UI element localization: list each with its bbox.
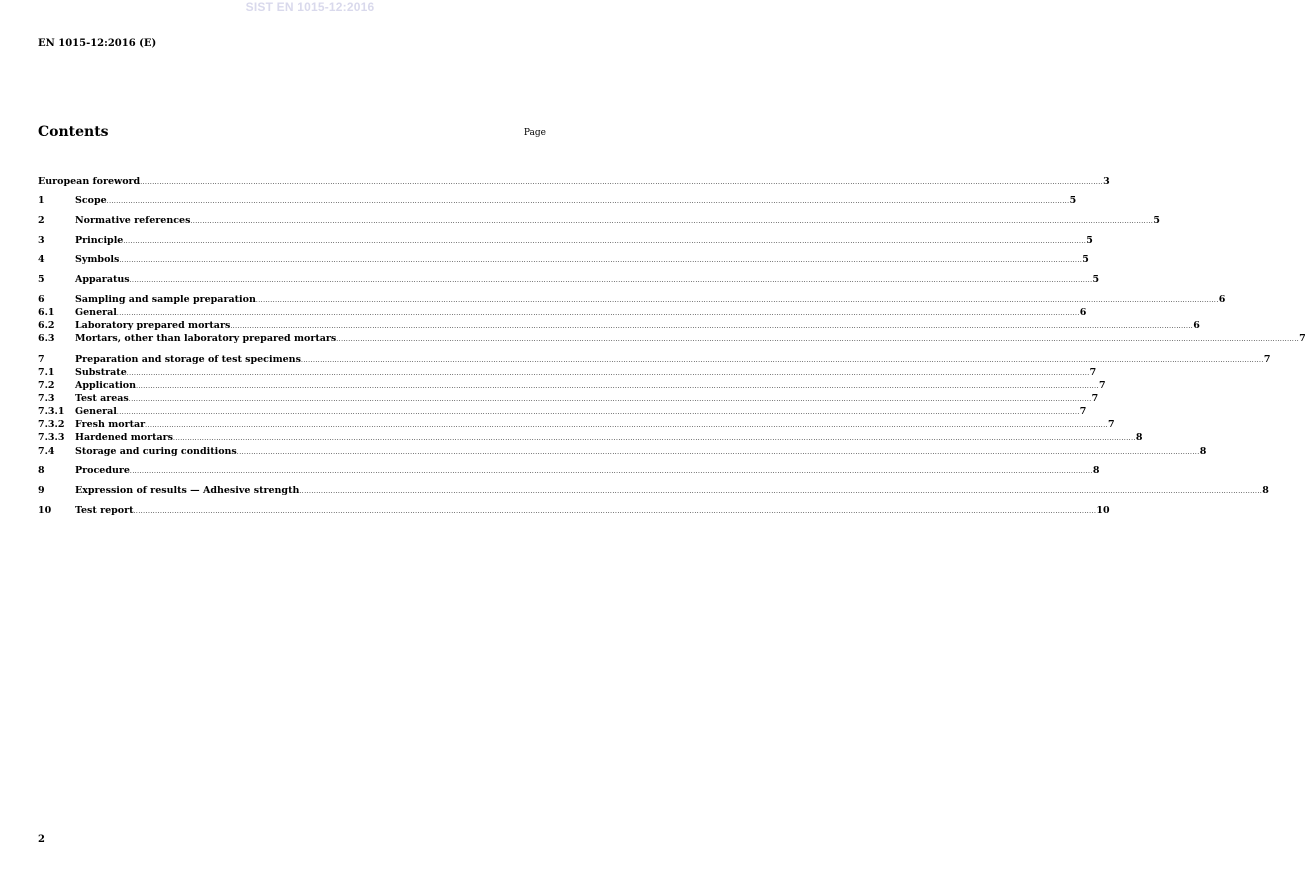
- toc-entry-number: 7.2: [38, 380, 55, 391]
- toc-leader-dots: ................................................................................................................................................................................................................................................................................................................................................................................................................: [145, 422, 1109, 429]
- toc-leader-dots: ................................................................................................................................................................................................................................................................................................................................................................................................................: [116, 409, 1080, 416]
- toc-leader-dots: ................................................................................................................................................................................................................................................................................................................................................................................................................: [230, 323, 1194, 330]
- toc-entry-number: 7.3.2: [38, 419, 65, 430]
- toc-entry-title: General: [75, 406, 117, 417]
- toc-leader-dots: ................................................................................................................................................................................................................................................................................................................................................................................................................: [336, 336, 1300, 343]
- toc-entry-number: 6.2: [38, 320, 55, 331]
- toc-entry-number: 6.3: [38, 333, 55, 344]
- toc-entry-page: 5: [1069, 195, 1077, 206]
- toc-entry-number: 6: [38, 294, 45, 305]
- toc-entry-number: 5: [38, 274, 45, 285]
- toc-entry-number: 8: [38, 465, 45, 476]
- toc-leader-dots: ................................................................................................................................................................................................................................................................................................................................................................................................................: [190, 218, 1154, 225]
- toc-leader-dots: ................................................................................................................................................................................................................................................................................................................................................................................................................: [123, 238, 1087, 245]
- toc-entry-page: 7: [1299, 333, 1306, 344]
- toc-entry[interactable]: [38, 380, 1106, 392]
- toc-entry-number: 7.3.1: [38, 406, 65, 417]
- toc-entry-number: 1: [38, 195, 45, 206]
- toc-entry-title: Hardened mortars: [75, 432, 174, 443]
- toc-leader-dots: ................................................................................................................................................................................................................................................................................................................................................................................................................: [128, 396, 1092, 403]
- toc-entry-page: 5: [1153, 215, 1160, 226]
- toc-entry[interactable]: [38, 393, 1099, 405]
- toc-entry-title: Scope: [75, 195, 107, 206]
- toc-entry-number: 3: [38, 235, 45, 246]
- toc-entry-page: 7: [1263, 354, 1271, 365]
- toc-entry-page: 7: [1091, 393, 1099, 404]
- toc-leader-dots: ................................................................................................................................................................................................................................................................................................................................................................................................................: [116, 310, 1080, 317]
- toc-entry-title: Test report: [75, 505, 134, 516]
- toc-leader-dots: ................................................................................................................................................................................................................................................................................................................................................................................................................: [300, 357, 1264, 364]
- toc-entry-number: 7.3: [38, 393, 55, 404]
- toc-entry[interactable]: [38, 254, 1089, 266]
- toc-leader-dots: ................................................................................................................................................................................................................................................................................................................................................................................................................: [106, 198, 1070, 205]
- toc-entry-title: Principle: [75, 235, 124, 246]
- toc-entry[interactable]: [38, 195, 1077, 207]
- toc-leader-dots: ................................................................................................................................................................................................................................................................................................................................................................................................................: [236, 449, 1200, 456]
- toc-entry-number: 4: [38, 254, 45, 265]
- toc-entry-page: 6: [1193, 320, 1200, 331]
- toc-entry-page: 6: [1218, 294, 1226, 305]
- toc-entry-number: 7.1: [38, 367, 55, 378]
- toc-entry-page: 10: [1096, 505, 1110, 516]
- toc-entry[interactable]: [38, 367, 1097, 379]
- toc-leader-dots: ................................................................................................................................................................................................................................................................................................................................................................................................................: [255, 297, 1219, 304]
- toc-leader-dots: ................................................................................................................................................................................................................................................................................................................................................................................................................: [299, 488, 1263, 495]
- toc-entry-title: Mortars, other than laboratory prepared mortars: [75, 333, 337, 344]
- toc-entry[interactable]: [38, 176, 1110, 188]
- toc-entry[interactable]: [38, 354, 1271, 366]
- toc-entry-page: 8: [1135, 432, 1143, 443]
- toc-entry-title: Fresh mortar: [75, 419, 146, 430]
- toc-entry-number: 6.1: [38, 307, 55, 318]
- toc-leader-dots: ................................................................................................................................................................................................................................................................................................................................................................................................................: [173, 435, 1136, 442]
- contents-title: Contents: [38, 124, 109, 140]
- toc-entry-page: 7: [1108, 419, 1115, 430]
- toc-entry-number: 7: [38, 354, 45, 365]
- toc-entry-title: Normative references: [75, 215, 191, 226]
- toc-entry-title: Application: [75, 380, 137, 391]
- toc-entry-page: 7: [1089, 367, 1097, 378]
- toc-entry-page: 5: [1086, 235, 1093, 246]
- toc-entry[interactable]: [38, 320, 1200, 332]
- toc-entry-title: Sampling and sample preparation: [75, 294, 256, 305]
- toc-entry[interactable]: [38, 505, 1110, 517]
- toc-entry-title: Symbols: [75, 254, 120, 265]
- toc-entry[interactable]: [38, 307, 1087, 319]
- toc-entry-number: 7.3.3: [38, 432, 65, 443]
- toc-entry[interactable]: [38, 465, 1100, 477]
- watermark: SIST EN 1015-12:2016: [245, 0, 375, 14]
- toc-leader-dots: ................................................................................................................................................................................................................................................................................................................................................................................................................: [129, 468, 1093, 475]
- toc-entry-number: 7.4: [38, 446, 55, 457]
- toc-entry[interactable]: [38, 419, 1115, 431]
- toc-entry[interactable]: [38, 446, 1207, 458]
- toc-entry-title: Storage and curing conditions: [75, 446, 237, 457]
- toc-entry[interactable]: [38, 235, 1093, 247]
- toc-entry[interactable]: [38, 215, 1160, 227]
- toc-entry-page: 3: [1103, 176, 1110, 187]
- toc-entry[interactable]: [38, 333, 1306, 345]
- toc-entry[interactable]: [38, 485, 1269, 497]
- toc-entry-page: 5: [1092, 274, 1100, 285]
- toc-entry-page: 7: [1079, 406, 1087, 417]
- toc-entry-page: 6: [1079, 307, 1087, 318]
- toc-entry-number: 9: [38, 485, 45, 496]
- toc-entry-title: Laboratory prepared mortars: [75, 320, 231, 331]
- toc-entry-title: European foreword: [38, 176, 141, 187]
- toc-leader-dots: ................................................................................................................................................................................................................................................................................................................................................................................................................: [129, 277, 1093, 284]
- toc-entry-page: 8: [1262, 485, 1269, 496]
- toc-entry-page: 8: [1092, 465, 1100, 476]
- document-id: EN 1015-12:2016 (E): [38, 38, 157, 49]
- toc-entry-title: Expression of results — Adhesive strength: [75, 485, 300, 496]
- toc-leader-dots: ................................................................................................................................................................................................................................................................................................................................................................................................................: [133, 508, 1097, 515]
- toc-entry-title: Substrate: [75, 367, 127, 378]
- toc-entry-title: Test areas: [75, 393, 129, 404]
- toc-entry-page: 5: [1082, 254, 1089, 265]
- toc-entry[interactable]: [38, 274, 1100, 286]
- toc-leader-dots: ................................................................................................................................................................................................................................................................................................................................................................................................................: [126, 370, 1090, 377]
- toc-entry-page: 7: [1098, 380, 1106, 391]
- toc-entry[interactable]: [38, 432, 1143, 444]
- toc-entry-title: Preparation and storage of test specimens: [75, 354, 301, 365]
- toc-leader-dots: ................................................................................................................................................................................................................................................................................................................................................................................................................: [119, 257, 1083, 264]
- toc-entry-title: Apparatus: [75, 274, 130, 285]
- toc-entry[interactable]: [38, 406, 1087, 418]
- toc-entry-number: 10: [38, 505, 52, 516]
- page-column-label: Page: [523, 128, 546, 138]
- toc-entry-number: 2: [38, 215, 45, 226]
- toc-entry[interactable]: [38, 294, 1226, 306]
- toc-entry-title: General: [75, 307, 117, 318]
- toc-entry-page: 8: [1199, 446, 1207, 457]
- toc-entry-title: Procedure: [75, 465, 130, 476]
- toc-leader-dots: ................................................................................................................................................................................................................................................................................................................................................................................................................: [136, 383, 1099, 390]
- toc-leader-dots: ................................................................................................................................................................................................................................................................................................................................................................................................................: [140, 179, 1104, 186]
- page-number: 2: [38, 834, 45, 845]
